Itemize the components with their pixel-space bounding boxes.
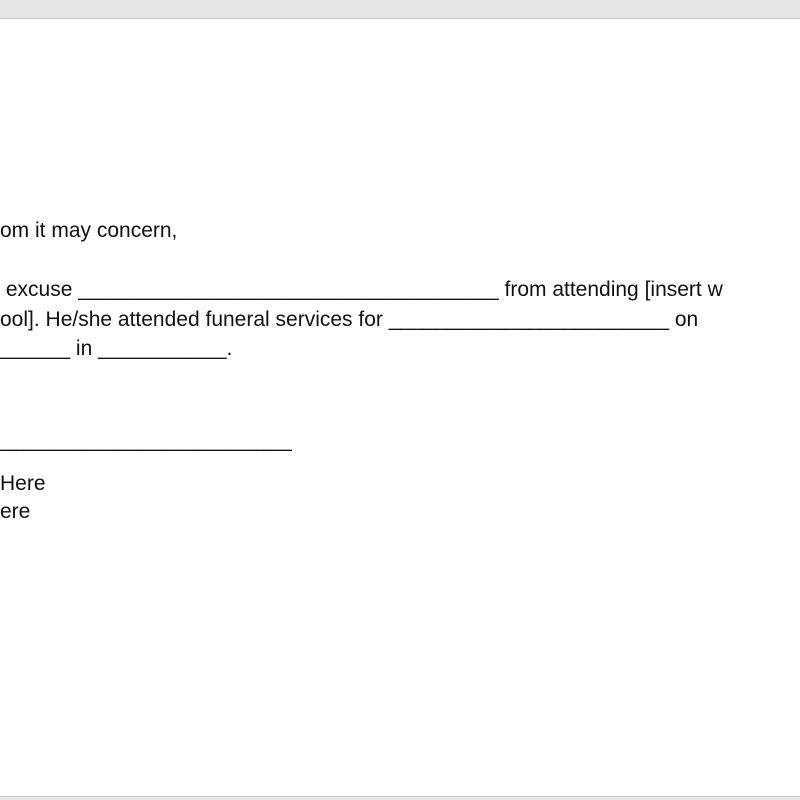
name-line-1: Here [0, 472, 46, 495]
signature-line: _________________________ [0, 429, 292, 452]
document-page [0, 18, 800, 797]
salutation-line: om it may concern, [0, 219, 178, 242]
name-line-2: ere [0, 500, 31, 523]
body-line-2: ool]. He/she attended funeral services for ________________________ on [0, 308, 699, 331]
body-line-3: ______ in ___________. [0, 337, 233, 360]
body-line-1: excuse ____________________________________ from attending [insert w [0, 278, 723, 301]
